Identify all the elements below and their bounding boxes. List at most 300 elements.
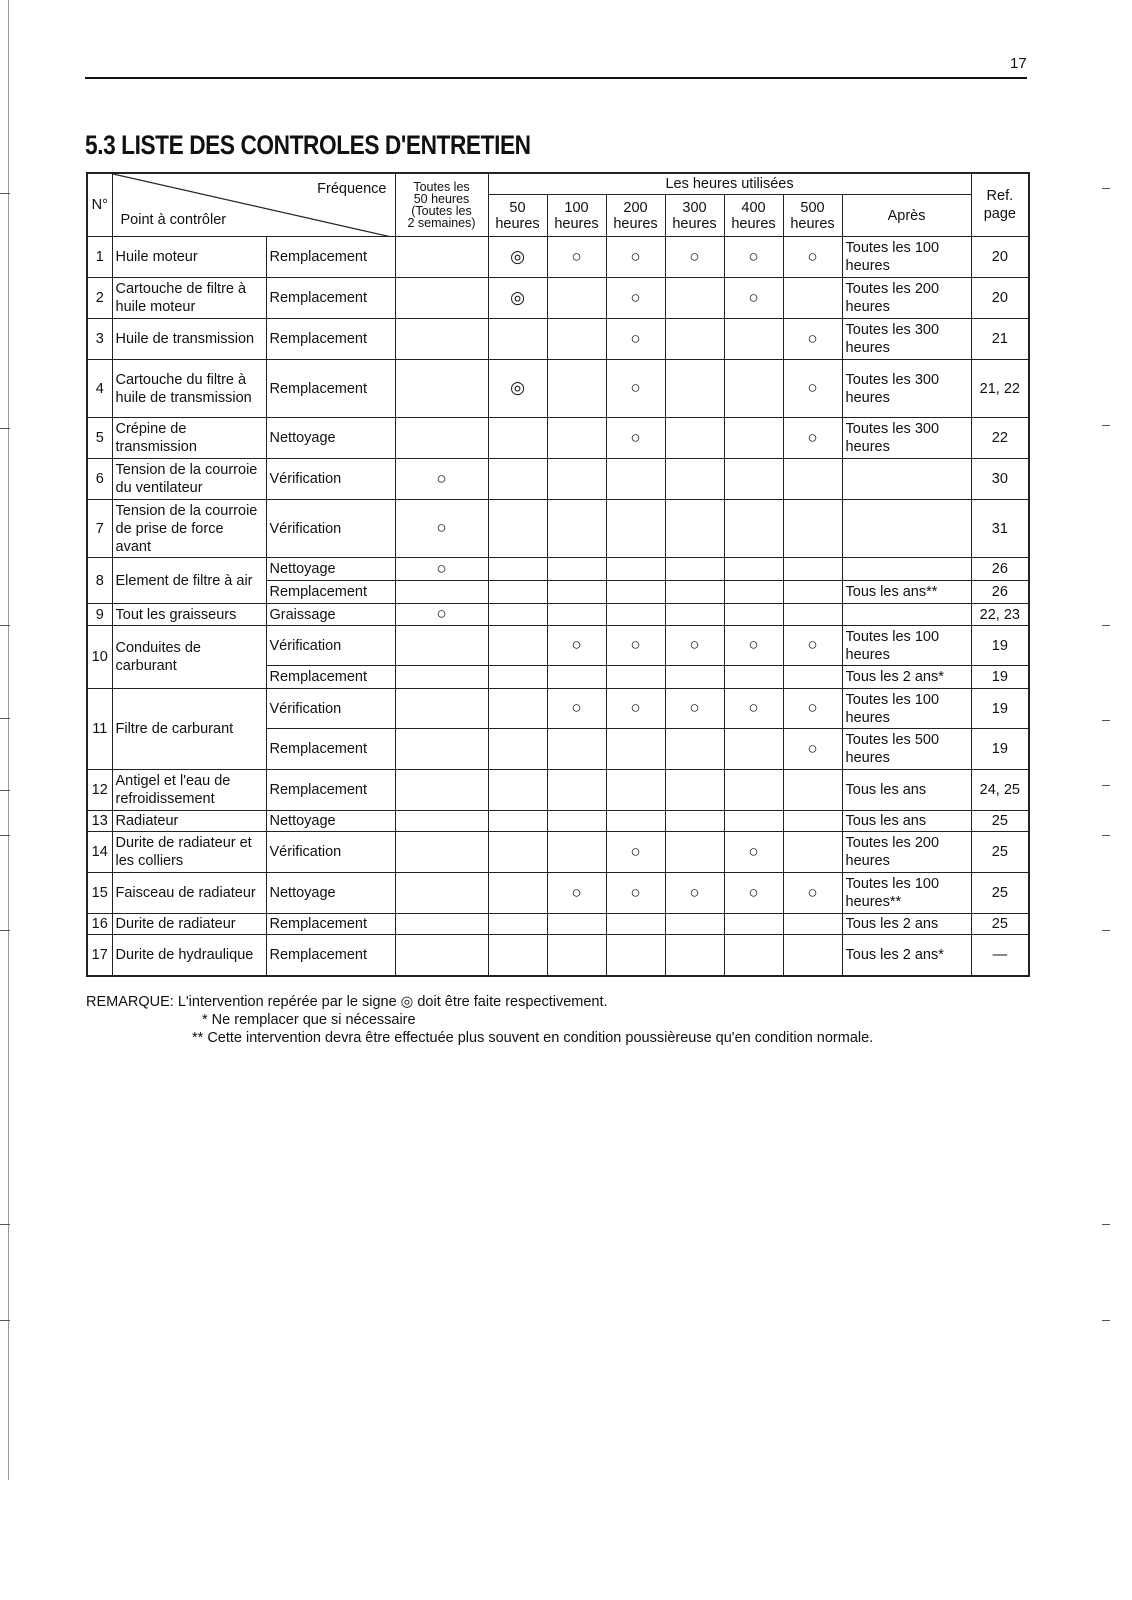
frequency-cell <box>665 626 724 666</box>
row-item: Cartouche du filtre à huile de transmission <box>112 360 266 418</box>
frequency-cell <box>488 689 547 729</box>
binding-mark <box>0 1320 10 1321</box>
note-star1: * Ne remplacer que si nécessaire <box>202 1012 416 1028</box>
frequency-cell <box>783 935 842 976</box>
row-action: Nettoyage <box>266 873 395 914</box>
row-action: Remplacement <box>266 914 395 935</box>
row-item: Antigel et l'eau de refroidissement <box>112 770 266 811</box>
frequency-cell <box>724 360 783 418</box>
frequency-cell <box>488 319 547 360</box>
row-apres: Tous les ans <box>842 811 971 832</box>
row-action: Vérification <box>266 689 395 729</box>
frequency-cell <box>488 604 547 626</box>
frequency-cell <box>606 626 665 666</box>
frequency-cell <box>665 237 724 278</box>
row-ref: 21, 22 <box>971 360 1029 418</box>
header-no: N° <box>87 173 112 237</box>
header-ref-label: Ref. page <box>983 188 1016 222</box>
header-apres: Après <box>842 195 971 237</box>
row-number: 15 <box>87 873 112 914</box>
hour-unit: heures <box>554 215 599 232</box>
frequency-cell <box>488 278 547 319</box>
hour-unit: heures <box>790 215 835 232</box>
row-apres <box>842 604 971 626</box>
note-remark: REMARQUE: L'intervention repérée par le signe ◎ doit être faite respectivement. <box>86 994 608 1010</box>
hour-unit: heures <box>731 215 776 232</box>
row-number: 16 <box>87 914 112 935</box>
frequency-cell <box>547 935 606 976</box>
row-number: 13 <box>87 811 112 832</box>
frequency-cell <box>488 832 547 873</box>
frequency-cell <box>783 604 842 626</box>
frequency-cell <box>724 418 783 459</box>
row-number: 8 <box>87 558 112 604</box>
page-left-edge <box>8 0 9 1480</box>
row-number: 4 <box>87 360 112 418</box>
note-star2: ** Cette intervention devra être effectuée plus souvent en condition poussièreuse qu'en condition normale. <box>192 1030 874 1046</box>
frequency-cell <box>606 935 665 976</box>
frequency-mark: ○ <box>807 246 818 266</box>
frequency-mark: ◎ <box>510 287 525 307</box>
frequency-cell <box>488 770 547 811</box>
frequency-mark: ○ <box>436 468 447 488</box>
header-hour-400 <box>724 195 783 237</box>
frequency-cell <box>488 935 547 976</box>
frequency-cell <box>724 935 783 976</box>
frequency-cell <box>724 626 783 666</box>
row-ref: 22 <box>971 418 1029 459</box>
frequency-cell <box>606 278 665 319</box>
table-row <box>87 914 1029 935</box>
frequency-cell <box>547 237 606 278</box>
frequency-cell <box>547 558 606 581</box>
frequency-mark: ○ <box>571 246 582 266</box>
header-hour-300 <box>665 195 724 237</box>
row-action: Remplacement <box>266 729 395 770</box>
frequency-cell <box>488 418 547 459</box>
table-row <box>87 832 1029 873</box>
frequency-cell <box>724 689 783 729</box>
frequency-cell <box>547 581 606 604</box>
frequency-cell <box>783 319 842 360</box>
frequency-cell <box>395 418 488 459</box>
frequency-cell <box>606 832 665 873</box>
frequency-mark: ○ <box>689 635 700 654</box>
table-row <box>87 459 1029 500</box>
row-item: Tension de la courroie du ventilateur <box>112 459 266 500</box>
binding-mark <box>0 790 10 791</box>
frequency-cell <box>547 832 606 873</box>
frequency-mark: ○ <box>807 882 818 902</box>
frequency-cell <box>606 689 665 729</box>
header-ref <box>971 173 1029 237</box>
row-ref: 19 <box>971 689 1029 729</box>
hour-number: 200 <box>623 199 648 216</box>
table-row <box>87 500 1029 558</box>
row-number: 14 <box>87 832 112 873</box>
frequency-cell <box>783 360 842 418</box>
frequency-mark: ○ <box>630 841 641 861</box>
row-ref: 25 <box>971 914 1029 935</box>
frequency-cell <box>488 873 547 914</box>
frequency-mark: ○ <box>807 698 818 717</box>
row-item: Element de filtre à air <box>112 558 266 604</box>
table-row <box>87 278 1029 319</box>
table-row <box>87 237 1029 278</box>
frequency-cell <box>724 729 783 770</box>
frequency-cell <box>488 360 547 418</box>
header-hour-100 <box>547 195 606 237</box>
frequency-cell <box>488 811 547 832</box>
frequency-cell <box>488 729 547 770</box>
row-apres: Toutes les 300 heures <box>842 418 971 459</box>
row-apres: Toutes les 300 heures <box>842 319 971 360</box>
frequency-cell <box>665 770 724 811</box>
frequency-cell <box>395 319 488 360</box>
row-apres <box>842 459 971 500</box>
frequency-cell <box>547 626 606 666</box>
frequency-cell <box>395 278 488 319</box>
row-ref: 26 <box>971 581 1029 604</box>
frequency-cell <box>395 666 488 689</box>
row-action: Remplacement <box>266 581 395 604</box>
frequency-cell <box>724 666 783 689</box>
header-hour-200 <box>606 195 665 237</box>
frequency-cell <box>606 319 665 360</box>
frequency-cell <box>665 832 724 873</box>
row-item: Durite de hydraulique <box>112 935 266 976</box>
row-apres: Toutes les 100 heures** <box>842 873 971 914</box>
frequency-cell <box>783 811 842 832</box>
frequency-cell <box>606 360 665 418</box>
frequency-cell <box>783 873 842 914</box>
frequency-cell <box>665 459 724 500</box>
table-row <box>87 418 1029 459</box>
frequency-mark: ○ <box>630 427 641 447</box>
row-ref: 22, 23 <box>971 604 1029 626</box>
frequency-cell <box>606 237 665 278</box>
row-apres: Toutes les 100 heures <box>842 689 971 729</box>
row-item: Filtre de carburant <box>112 689 266 770</box>
frequency-mark: ○ <box>436 518 447 537</box>
row-item: Cartouche de filtre à huile moteur <box>112 278 266 319</box>
frequency-mark: ◎ <box>510 246 525 266</box>
frequency-cell <box>724 914 783 935</box>
header-hour-500 <box>783 195 842 237</box>
frequency-mark: ○ <box>571 882 582 902</box>
row-number: 12 <box>87 770 112 811</box>
row-number: 7 <box>87 500 112 558</box>
frequency-cell <box>547 278 606 319</box>
frequency-cell <box>783 278 842 319</box>
frequency-mark: ○ <box>436 604 447 623</box>
table-header <box>87 173 1029 237</box>
frequency-cell <box>665 914 724 935</box>
frequency-cell <box>547 666 606 689</box>
row-item: Huile de transmission <box>112 319 266 360</box>
frequency-mark: ○ <box>748 635 759 654</box>
frequency-cell <box>606 770 665 811</box>
row-action: Nettoyage <box>266 811 395 832</box>
frequency-cell <box>724 770 783 811</box>
frequency-mark: ○ <box>689 698 700 717</box>
frequency-cell <box>547 811 606 832</box>
binding-mark <box>0 428 10 429</box>
frequency-cell <box>488 500 547 558</box>
frequency-cell <box>547 914 606 935</box>
row-number: 17 <box>87 935 112 976</box>
binding-mark <box>0 1224 10 1225</box>
section-title: 5.3 LISTE DES CONTROLES D'ENTRETIEN <box>85 130 531 160</box>
frequency-cell <box>606 459 665 500</box>
frequency-cell <box>606 418 665 459</box>
frequency-mark: ○ <box>630 287 641 307</box>
frequency-cell <box>395 604 488 626</box>
binding-mark <box>0 193 10 194</box>
binding-mark <box>1102 835 1110 836</box>
frequency-cell <box>488 581 547 604</box>
frequency-mark: ○ <box>748 287 759 307</box>
row-apres: Tous les 2 ans* <box>842 935 971 976</box>
binding-mark <box>0 625 10 626</box>
hour-number: 50 <box>509 199 526 216</box>
row-apres: Tous les ans <box>842 770 971 811</box>
frequency-cell <box>547 319 606 360</box>
row-action: Nettoyage <box>266 558 395 581</box>
hour-number: 300 <box>682 199 707 216</box>
frequency-cell <box>724 500 783 558</box>
frequency-cell <box>488 914 547 935</box>
table-row <box>87 558 1029 581</box>
frequency-mark: ○ <box>689 246 700 266</box>
frequency-cell <box>395 832 488 873</box>
hour-number: 500 <box>800 199 825 216</box>
frequency-cell <box>724 581 783 604</box>
header-every50-line: 50 heures <box>413 192 470 206</box>
frequency-mark: ○ <box>630 635 641 654</box>
frequency-mark: ○ <box>807 738 818 758</box>
frequency-cell <box>606 558 665 581</box>
frequency-cell <box>395 729 488 770</box>
frequency-cell <box>606 811 665 832</box>
frequency-cell <box>665 935 724 976</box>
binding-mark <box>0 930 10 931</box>
frequency-cell <box>724 873 783 914</box>
frequency-cell <box>547 729 606 770</box>
header-every50 <box>395 173 488 237</box>
row-apres: Toutes les 200 heures <box>842 278 971 319</box>
frequency-cell <box>395 935 488 976</box>
row-ref: 19 <box>971 729 1029 770</box>
frequency-cell <box>724 558 783 581</box>
row-item: Crépine de transmission <box>112 418 266 459</box>
frequency-cell <box>395 581 488 604</box>
hour-unit: heures <box>613 215 658 232</box>
row-apres: Tous les 2 ans <box>842 914 971 935</box>
frequency-mark: ○ <box>807 427 818 447</box>
frequency-cell <box>783 558 842 581</box>
table-row <box>87 626 1029 666</box>
row-ref: 25 <box>971 832 1029 873</box>
frequency-cell <box>547 418 606 459</box>
table-row <box>87 689 1029 729</box>
frequency-cell <box>783 581 842 604</box>
binding-mark <box>0 718 10 719</box>
frequency-cell <box>665 689 724 729</box>
row-item: Radiateur <box>112 811 266 832</box>
row-item: Durite de radiateur et les colliers <box>112 832 266 873</box>
row-ref: 20 <box>971 278 1029 319</box>
row-apres: Toutes les 200 heures <box>842 832 971 873</box>
frequency-cell <box>606 581 665 604</box>
frequency-cell <box>395 459 488 500</box>
frequency-cell <box>488 558 547 581</box>
table-body <box>87 237 1029 976</box>
frequency-mark: ○ <box>748 698 759 717</box>
frequency-cell <box>783 832 842 873</box>
frequency-cell <box>665 278 724 319</box>
frequency-mark: ○ <box>807 635 818 654</box>
frequency-cell <box>783 914 842 935</box>
frequency-mark: ○ <box>748 882 759 902</box>
table-row <box>87 604 1029 626</box>
frequency-cell <box>783 689 842 729</box>
frequency-cell <box>395 500 488 558</box>
frequency-cell <box>606 500 665 558</box>
frequency-mark: ○ <box>571 698 582 717</box>
row-ref: 30 <box>971 459 1029 500</box>
header-point: Point à contrôler <box>120 212 227 228</box>
frequency-cell <box>724 278 783 319</box>
row-apres <box>842 558 971 581</box>
frequency-cell <box>606 604 665 626</box>
binding-mark <box>1102 720 1110 721</box>
frequency-cell <box>547 459 606 500</box>
table-row <box>87 770 1029 811</box>
binding-mark <box>1102 188 1110 189</box>
row-apres: Toutes les 100 heures <box>842 237 971 278</box>
header-every50-line: 2 semaines) <box>407 216 476 230</box>
frequency-cell <box>724 604 783 626</box>
frequency-mark: ○ <box>630 378 641 397</box>
frequency-cell <box>724 319 783 360</box>
row-action: Remplacement <box>266 935 395 976</box>
frequency-mark: ○ <box>630 246 641 266</box>
header-hours-used: Les heures utilisées <box>488 173 971 195</box>
maintenance-table <box>86 172 1030 977</box>
frequency-cell <box>547 604 606 626</box>
frequency-cell <box>395 360 488 418</box>
frequency-cell <box>724 832 783 873</box>
row-item: Conduites de carburant <box>112 626 266 689</box>
binding-mark <box>1102 425 1110 426</box>
frequency-cell <box>783 500 842 558</box>
frequency-cell <box>665 666 724 689</box>
row-action: Remplacement <box>266 319 395 360</box>
frequency-mark: ◎ <box>510 378 525 397</box>
frequency-cell <box>395 626 488 666</box>
row-action: Remplacement <box>266 770 395 811</box>
row-number: 9 <box>87 604 112 626</box>
row-action: Graissage <box>266 604 395 626</box>
binding-mark <box>1102 930 1110 931</box>
row-action: Vérification <box>266 626 395 666</box>
row-ref: 31 <box>971 500 1029 558</box>
frequency-cell <box>783 418 842 459</box>
row-ref: 19 <box>971 666 1029 689</box>
page-number: 17 <box>1010 55 1027 72</box>
frequency-cell <box>547 689 606 729</box>
frequency-cell <box>606 873 665 914</box>
frequency-mark: ○ <box>807 378 818 397</box>
frequency-mark: ○ <box>807 328 818 348</box>
frequency-cell <box>783 237 842 278</box>
row-apres: Toutes les 500 heures <box>842 729 971 770</box>
frequency-cell <box>665 418 724 459</box>
frequency-mark: ○ <box>630 882 641 902</box>
frequency-cell <box>606 914 665 935</box>
row-ref: 24, 25 <box>971 770 1029 811</box>
frequency-cell <box>665 811 724 832</box>
row-ref: 25 <box>971 873 1029 914</box>
hour-unit: heures <box>672 215 717 232</box>
hour-unit: heures <box>495 215 540 232</box>
frequency-mark: ○ <box>571 635 582 654</box>
frequency-cell <box>547 770 606 811</box>
frequency-cell <box>395 914 488 935</box>
frequency-cell <box>665 319 724 360</box>
binding-mark <box>1102 785 1110 786</box>
frequency-cell <box>665 558 724 581</box>
row-number: 3 <box>87 319 112 360</box>
table-row <box>87 319 1029 360</box>
header-rule <box>85 77 1027 79</box>
frequency-mark: ○ <box>748 841 759 861</box>
frequency-mark: ○ <box>748 246 759 266</box>
frequency-cell <box>606 666 665 689</box>
frequency-cell <box>665 604 724 626</box>
row-action: Remplacement <box>266 666 395 689</box>
row-item: Tension de la courroie de prise de force avant <box>112 500 266 558</box>
row-number: 2 <box>87 278 112 319</box>
row-action: Remplacement <box>266 278 395 319</box>
row-ref: — <box>971 935 1029 976</box>
row-item: Durite de radiateur <box>112 914 266 935</box>
frequency-cell <box>724 459 783 500</box>
row-action: Remplacement <box>266 237 395 278</box>
frequency-cell <box>395 873 488 914</box>
frequency-cell <box>783 459 842 500</box>
row-number: 10 <box>87 626 112 689</box>
frequency-cell <box>488 666 547 689</box>
frequency-cell <box>395 237 488 278</box>
frequency-cell <box>606 729 665 770</box>
frequency-cell <box>488 237 547 278</box>
frequency-cell <box>395 689 488 729</box>
frequency-cell <box>783 729 842 770</box>
row-action: Nettoyage <box>266 418 395 459</box>
frequency-cell <box>395 770 488 811</box>
binding-mark <box>1102 1320 1110 1321</box>
binding-mark <box>0 835 10 836</box>
row-action: Vérification <box>266 832 395 873</box>
frequency-cell <box>488 626 547 666</box>
row-apres: Tous les ans** <box>842 581 971 604</box>
row-action: Vérification <box>266 459 395 500</box>
table-row <box>87 811 1029 832</box>
frequency-cell <box>547 873 606 914</box>
header-every50-line: (Toutes les <box>411 204 472 218</box>
